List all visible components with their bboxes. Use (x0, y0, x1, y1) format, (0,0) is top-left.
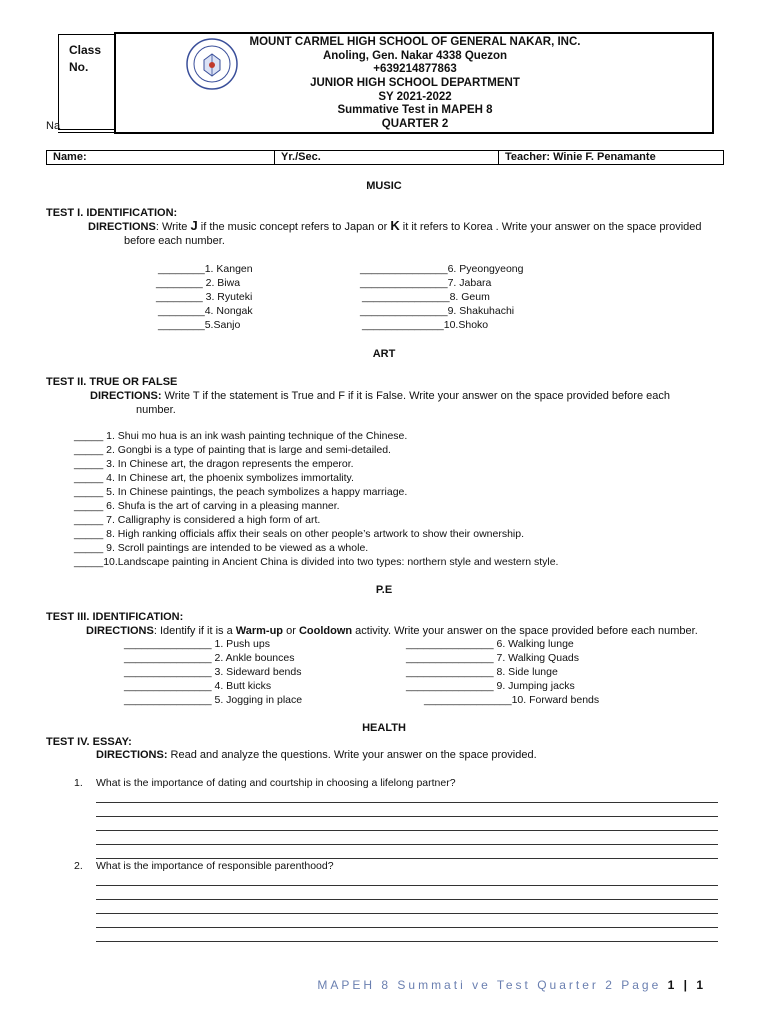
answer-line[interactable] (96, 858, 718, 859)
name-field[interactable]: Name: (47, 151, 275, 164)
test1-title: TEST I. IDENTIFICATION: (46, 207, 178, 219)
art-item: _____ 4. In Chinese art, the phoenix symbolizes immortality. (74, 472, 354, 484)
page-separator: | (677, 978, 697, 992)
school-year: SY 2021-2022 (378, 91, 452, 103)
year-section-field[interactable]: Yr./Sec. (275, 151, 499, 164)
music-item: ________ 2. Biwa (156, 277, 241, 289)
art-directions-cont: number. (136, 404, 176, 416)
pe-item: _______________ 4. Butt kicks (124, 680, 272, 692)
music-directions-cont: before each number. (124, 235, 225, 247)
pe-item: _______________ 3. Sideward bends (124, 666, 302, 678)
name-label-partial: Na (46, 120, 61, 132)
class-number-box (58, 34, 122, 130)
test4-title: TEST IV. ESSAY: (46, 736, 132, 748)
answer-line[interactable] (96, 913, 718, 914)
japan-letter: J (190, 218, 198, 233)
answer-line[interactable] (96, 802, 718, 803)
answer-line[interactable] (96, 844, 718, 845)
quarter: QUARTER 2 (381, 118, 449, 130)
directions-label: DIRECTIONS: (96, 749, 168, 761)
test3-title: TEST III. IDENTIFICATION: (46, 611, 184, 623)
question-number: 1. (74, 777, 83, 789)
no-label: No. (69, 60, 89, 74)
pe-item: _______________ 5. Jogging in place (124, 694, 303, 706)
question-1: What is the importance of dating and courtship in choosing a lifelong partner? (96, 777, 456, 789)
pe-item: _______________ 6. Walking lunge (406, 638, 574, 650)
pe-item: _______________ 9. Jumping jacks (406, 680, 575, 692)
pe-item: _______________ 2. Ankle bounces (124, 652, 295, 664)
page-total: 1 (696, 978, 706, 992)
pe-item: _______________ 8. Side lunge (406, 666, 558, 678)
music-item: _______________8. Geum (362, 291, 490, 303)
directions-label: DIRECTIONS: (90, 390, 162, 402)
korea-letter: K (390, 218, 400, 233)
footer-text: MAPEH 8 Summati ve Test Quarter 2 Page (317, 978, 668, 992)
name-underline (58, 132, 114, 133)
answer-line[interactable] (96, 816, 718, 817)
music-item: _______________7. Jabara (360, 277, 492, 289)
pe-item: _______________ 7. Walking Quads (406, 652, 579, 664)
teacher-field: Teacher: Winie F. Penamante (505, 151, 656, 163)
pe-item: _______________ 1. Push ups (124, 638, 270, 650)
art-item: _____ 7. Calligraphy is considered a high form of art. (74, 514, 321, 526)
health-heading: HEALTH (362, 722, 406, 734)
art-item: _____ 6. Shufa is the art of carving in a pleasing manner. (74, 500, 340, 512)
test-title: Summative Test in MAPEH 8 (337, 104, 493, 116)
art-item: _____ 5. In Chinese paintings, the peach symbolizes a happy marriage. (74, 486, 408, 498)
school-address: Anoling, Gen. Nakar 4338 Quezon (322, 50, 508, 62)
music-item: ________1. Kangen (158, 263, 253, 275)
answer-line[interactable] (96, 927, 718, 928)
music-item: _______________9. Shakuhachi (360, 305, 515, 317)
music-directions: DIRECTIONS: Write J if the music concept refers to Japan or K it it refers to Korea . Write your answer on the space provided (88, 218, 702, 233)
school-phone: +639214877863 (373, 63, 457, 75)
art-item: _____ 1. Shui mo hua is an ink wash painting technique of the Chinese. (74, 430, 408, 442)
directions-label: DIRECTIONS (86, 625, 154, 637)
art-item: _____10.Landscape painting in Ancient China is divided into two types: northern style and western style. (74, 556, 559, 568)
class-label: Class (69, 43, 102, 57)
pe-directions: DIRECTIONS: Identify if it is a Warm-up or Cooldown activity. Write your answer on the space provided before each number. (86, 625, 698, 637)
health-directions: DIRECTIONS: Read and analyze the questions. Write your answer on the space provided. (96, 749, 537, 761)
answer-line[interactable] (96, 885, 718, 886)
question-2: What is the importance of responsible parenthood? (96, 860, 334, 872)
directions-label: DIRECTIONS (88, 221, 156, 233)
answer-line[interactable] (96, 941, 718, 942)
art-item: _____ 2. Gongbi is a type of painting that is large and semi-detailed. (74, 444, 391, 456)
art-item: _____ 8. High ranking officials affix their seals on other people’s artwork to show their ownership. (74, 528, 525, 540)
art-directions: DIRECTIONS: Write T if the statement is True and F if it is False. Write your answer on the space provided before each (90, 390, 670, 402)
cooldown-label: Cooldown (298, 625, 353, 637)
art-heading: ART (372, 348, 396, 360)
answer-line[interactable] (96, 830, 718, 831)
test2-title: TEST II. TRUE OR FALSE (46, 376, 178, 388)
school-name: MOUNT CARMEL HIGH SCHOOL OF GENERAL NAKAR, INC. (249, 36, 581, 48)
warmup-label: Warm-up (235, 625, 284, 637)
page-number: 1 (667, 978, 678, 992)
music-heading: MUSIC (366, 180, 402, 192)
music-item: ______________10.Shoko (362, 319, 489, 331)
music-item: ________4. Nongak (158, 305, 253, 317)
department: JUNIOR HIGH SCHOOL DEPARTMENT (310, 77, 520, 89)
music-item: ________5.Sanjo (158, 319, 241, 331)
pe-item: _______________10. Forward bends (424, 694, 600, 706)
answer-line[interactable] (96, 899, 718, 900)
art-item: _____ 9. Scroll paintings are intended to be viewed as a whole. (74, 542, 369, 554)
music-item: _______________6. Pyeongyeong (360, 263, 524, 275)
question-number: 2. (74, 860, 83, 872)
pe-heading: P.E (375, 584, 393, 596)
page-footer (317, 978, 706, 992)
music-item: ________ 3. Ryuteki (156, 291, 253, 303)
art-item: _____ 3. In Chinese art, the dragon represents the emperor. (74, 458, 354, 470)
student-info-bar (46, 150, 724, 165)
